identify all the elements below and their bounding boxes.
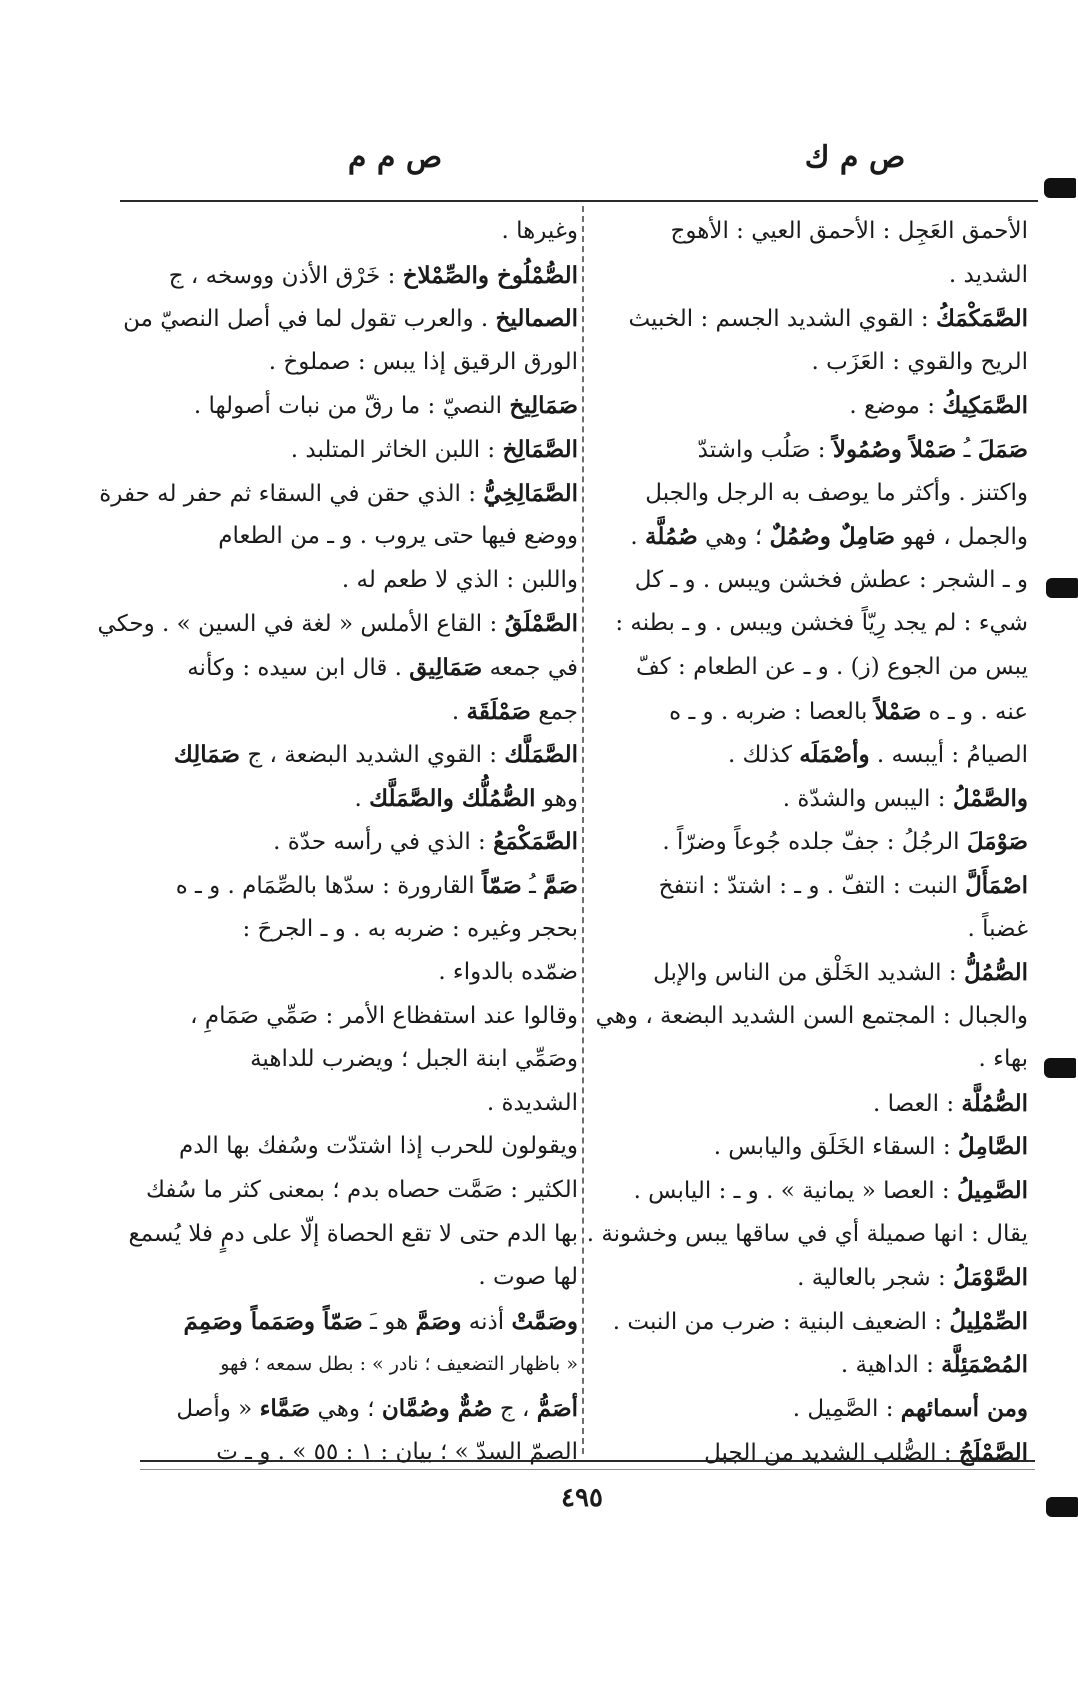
entry-line (590, 1169, 1028, 1213)
entry-line (138, 951, 578, 995)
entry-line (138, 1343, 578, 1387)
entry-line (99, 472, 578, 516)
headword: صَمَّ (543, 871, 578, 899)
entry-line (128, 1213, 578, 1257)
entry-line (590, 254, 1028, 298)
entry-line (590, 1387, 1028, 1431)
entry-line (590, 297, 1028, 341)
entry-text: وقالوا عند استفظاع الأمر : صَمِّي صَمَامِ ، (190, 1002, 578, 1029)
entry-text: وصَمِّي ابنة الجبل ؛ ويضرب للداهية (250, 1046, 578, 1073)
entry-text: : صَلُب واشتدّ (697, 436, 833, 463)
headword: الصَّوْمَلُ (953, 1264, 1028, 1292)
entry-text: الشديد . (948, 261, 1028, 288)
entry-text: : الذي حقن في السقاء ثم حفر له حفرة (99, 480, 484, 507)
entry-text: : السقاء الخَلَق واليابس . (713, 1134, 958, 1161)
headword: المُصْمَئِلَّة (941, 1351, 1028, 1379)
column-divider (582, 206, 584, 1454)
entry-text: الريح والقوي : العَزَب . (811, 348, 1028, 375)
entry-text: وهو (535, 785, 578, 812)
entry-line (138, 1125, 578, 1169)
headword: الصَّامِلُ (957, 1133, 1028, 1161)
entry-text: : القاع الأملس « لغة في السين » . وحكي (97, 611, 505, 638)
entry-text: : الذي في رأسه حدّة . (273, 829, 494, 856)
page-number: ٤٩٥ (561, 1483, 603, 1513)
entry-text: في جمعه (482, 654, 578, 681)
headword: صَمَّاء (259, 1395, 311, 1423)
entry-line (590, 864, 1028, 908)
entry-line (138, 646, 578, 690)
headword: الصُّمْلُوخ والصِّمْلاخ (402, 261, 578, 289)
entry-line (138, 254, 578, 298)
headword: الصَّمَالِخ (502, 435, 578, 463)
entry-text: الصمّ السدّ » ؛ بيان : ١ : ٥٥ » . و ـ ت (216, 1438, 578, 1465)
entry-line (590, 908, 1028, 952)
entry-line (590, 1125, 1028, 1169)
entry-text: لها صوت . (478, 1264, 578, 1291)
entry-text: واللبن : الذي لا طعم له . (341, 566, 578, 593)
entry-line (138, 864, 578, 908)
top-rule (120, 200, 1038, 202)
headword: صَمّاً (481, 871, 522, 899)
entry-text: عنه . و ـ ه (921, 698, 1028, 725)
headword: صَمْلاً (874, 697, 922, 725)
entry-text: . (451, 698, 467, 725)
edge-mark (1046, 578, 1078, 598)
headword: وأصْمَلَه (799, 741, 870, 769)
entry-text: بحجر وغيره : ضربه به . و ـ الجرحَ : (242, 915, 578, 942)
entry-text: « وأصل (176, 1396, 260, 1423)
headword: صَامِلٌ وصُمُلٌ (769, 523, 896, 551)
headword: الصُّمُلُّ (963, 959, 1028, 987)
entry-text: ـُ (956, 436, 978, 463)
entry-text: ـُ (521, 872, 544, 899)
headword: الصَّمَالِخِيُّ (483, 479, 578, 507)
entry-text: ووضع فيها حتى يروب . و ـ من الطعام (218, 523, 578, 550)
entry-text: : الضعيف البنية : ضرب من النبت . (612, 1308, 950, 1335)
running-head-right: ص م ك (804, 140, 906, 175)
entry-text: ؛ وهي (697, 524, 770, 551)
entry-text: يقال : انها صميلة أي في ساقها يبس وخشونة . (586, 1220, 1028, 1247)
entry-line (590, 646, 1028, 690)
entry-text: شيء : لم يجد رِيّاً فخشن ويبس . و ـ بطنه : (615, 610, 1028, 637)
entry-text: ويقولون للحرب إذا اشتدّت وسُفك بها الدم (179, 1133, 578, 1160)
entry-text: : الصُّلب الشديد من الجبل (704, 1439, 959, 1466)
headword: صَمَالِك (173, 741, 241, 769)
entry-text: و ـ الشجر : عطش فخشن ويبس . و ـ كل (634, 566, 1028, 593)
headword: والصَّمْلُ (952, 784, 1028, 812)
entry-line (138, 908, 578, 952)
entry-line (590, 559, 1028, 603)
headword: صَمَالِيق (409, 653, 483, 681)
headword: وصَمَّتْ (511, 1307, 578, 1335)
headword: صَمْلَقَة (466, 697, 531, 725)
entry-line (586, 1213, 1028, 1257)
entry-text: : اللبن الخاثر المتلبد . (290, 436, 503, 463)
entry-line (138, 733, 578, 777)
right-column (586, 210, 1028, 1474)
entry-line (138, 1300, 578, 1344)
entry-text: النصيّ : ما رقّ من نبات أصولها . (193, 393, 510, 420)
entry-line (590, 1082, 1028, 1126)
headword: أصَمُّ (536, 1395, 578, 1423)
entry-line (138, 1431, 578, 1475)
entry-text: : الصَّمِيل . (792, 1396, 901, 1423)
entry-text: « باظهار التضعيف ؛ نادر » : بطل سمعه ؛ فهو (220, 1353, 578, 1376)
entry-line (590, 733, 1028, 777)
entry-line (138, 515, 578, 559)
headword: صَمَالِيخ (509, 392, 578, 420)
entry-line (590, 1431, 1028, 1475)
entry-text: وغيرها . (501, 218, 578, 244)
entry-text: : خَرْق الأذن ووسخه ، ج (168, 262, 403, 289)
entry-text: والجبال : المجتمع السن الشديد البضعة ، وهي (595, 1002, 1028, 1029)
entry-line (138, 820, 578, 864)
entry-line (590, 384, 1028, 428)
entry-text: ضمّده بالدواء . (438, 959, 578, 986)
entry-text: بهاء . (978, 1046, 1028, 1073)
entry-text: هو ـَ (362, 1308, 416, 1335)
entry-line (138, 210, 578, 254)
entry-text: . والعرب تقول لما في أصل النصيّ من (123, 306, 496, 333)
entry-text: جمع (530, 698, 578, 725)
entry-text: غضباً . (967, 915, 1028, 942)
entry-text: واكتنز . وأكثر ما يوصف به الرجل والجبل (645, 479, 1028, 506)
entry-text: : موضع . (849, 393, 943, 420)
entry-text: : شجر بالعالية . (797, 1265, 954, 1292)
entry-text: الصيامُ : أيبسه . (869, 742, 1028, 769)
headword: الصَّمْلَجُ (958, 1438, 1028, 1466)
headword: صَمَلَ (977, 435, 1028, 463)
entry-text: بالعصا : ضربه . و ـ ه (669, 698, 875, 725)
entry-text: النبت : التفّ . و ـ : اشتدّ : انتفخ (658, 872, 966, 899)
entry-line (123, 297, 578, 341)
entry-line (138, 559, 578, 603)
entry-text: : الشديد الخَلْق من الناس والإبل (653, 960, 964, 987)
entry-text: ؛ وهي (310, 1396, 382, 1423)
entry-text: : العصا . (872, 1090, 962, 1117)
edge-mark (1044, 1058, 1076, 1078)
entry-line (138, 1256, 578, 1300)
entry-line (590, 472, 1028, 516)
entry-text: : العصا « يمانية » . و ـ : اليابس . (633, 1178, 957, 1205)
entry-text: ، ج (492, 1396, 537, 1423)
entry-line (590, 428, 1028, 472)
headword: الصَّمِيلُ (957, 1177, 1028, 1205)
entry-line (138, 1387, 578, 1431)
entry-line (590, 777, 1028, 821)
entry-line (138, 384, 578, 428)
entry-text: الرجُلُ : جفّ جلده جُوعاً وضرّاً . (662, 829, 967, 856)
headword: الصَّمَكْمَعُ (493, 828, 578, 856)
entry-text: أذنه (461, 1308, 512, 1335)
entry-text: . (630, 524, 646, 551)
entry-text: الشديدة . (486, 1089, 578, 1116)
entry-text: بها الدم حتى لا تقع الحصاة إلّا على دمٍ فلا يُسمع (128, 1220, 578, 1247)
headword: الصُّمُلَّة (961, 1089, 1028, 1117)
entry-line (590, 515, 1028, 559)
edge-mark (1044, 178, 1076, 198)
entry-line (138, 995, 578, 1039)
entry-line (590, 951, 1028, 995)
entry-line (590, 602, 1028, 646)
entry-text: الأحمق العَجِل : الأحمق العيي : الأهوج (670, 218, 1028, 244)
entry-line (590, 341, 1028, 385)
running-head-left: ص م م (347, 140, 443, 175)
headword: اصْمَأَلَّ (965, 871, 1028, 899)
entry-text: كذلك . (727, 742, 800, 769)
headword: الصِّمْلِيلُ (949, 1307, 1028, 1335)
edge-mark (1046, 1497, 1078, 1517)
entry-line (590, 820, 1028, 864)
entry-text: . (354, 785, 370, 812)
entry-line (590, 1256, 1028, 1300)
entry-line (590, 1343, 1028, 1387)
entry-text: يبس من الجوع (ز) . و ـ عن الطعام : كفّ (635, 653, 1028, 680)
entry-text: : القوي الشديد البضعة ، ج (240, 742, 505, 769)
headword: صُمٌّ وصُمَّان (381, 1395, 493, 1423)
entry-line (138, 1038, 578, 1082)
entry-line (138, 777, 578, 821)
headword: الصَّمْلَقُ (504, 610, 578, 638)
headword: الصَّمَكِيكُ (942, 392, 1028, 420)
headword: ومن أسمائهم (900, 1395, 1028, 1423)
entry-line (138, 428, 578, 472)
headword: الصُّمُلُّك والصَّمَلَّك (369, 784, 536, 812)
headword: صُمُلَّة (645, 523, 698, 551)
entry-line (590, 995, 1028, 1039)
entry-text: الكثير : صَمَّت حصاه بدم ؛ بمعنى كثر ما سُفك (146, 1177, 578, 1204)
entry-line (138, 1169, 578, 1213)
entry-line (590, 690, 1028, 734)
entry-line (138, 341, 578, 385)
entry-text: القارورة : سدّها بالصِّمَام . و ـ ه (175, 872, 482, 899)
entry-text: : القوي الشديد الجسم : الخبيث (628, 306, 936, 333)
entry-line (590, 1038, 1028, 1082)
headword: الصَّمَكْمَكُ (935, 305, 1028, 333)
entry-line (590, 1300, 1028, 1344)
entry-text: الورق الرقيق إذا يبس : صملوخ . (268, 348, 578, 375)
entry-text: والجمل ، فهو (895, 524, 1028, 551)
entry-text: : الداهية . (840, 1352, 942, 1379)
headword: صَوْمَلَ (966, 828, 1028, 856)
headword: الصَّمَلَّك (504, 741, 578, 769)
entry-text: . قال ابن سيده : وكأنه (187, 654, 410, 681)
headword: صَمْلاً وصُمُولاً (832, 435, 957, 463)
entry-line (97, 602, 578, 646)
entry-line (590, 210, 1028, 254)
headword: صَمّاً وصَمَماً وصَمِمَ (183, 1307, 363, 1335)
headword: وصَمَّ (415, 1307, 462, 1335)
entry-line (138, 690, 578, 734)
left-column (97, 210, 578, 1474)
entry-text: : اليبس والشدّة . (782, 785, 953, 812)
headword: الصماليخ (495, 305, 578, 333)
entry-line (138, 1082, 578, 1126)
